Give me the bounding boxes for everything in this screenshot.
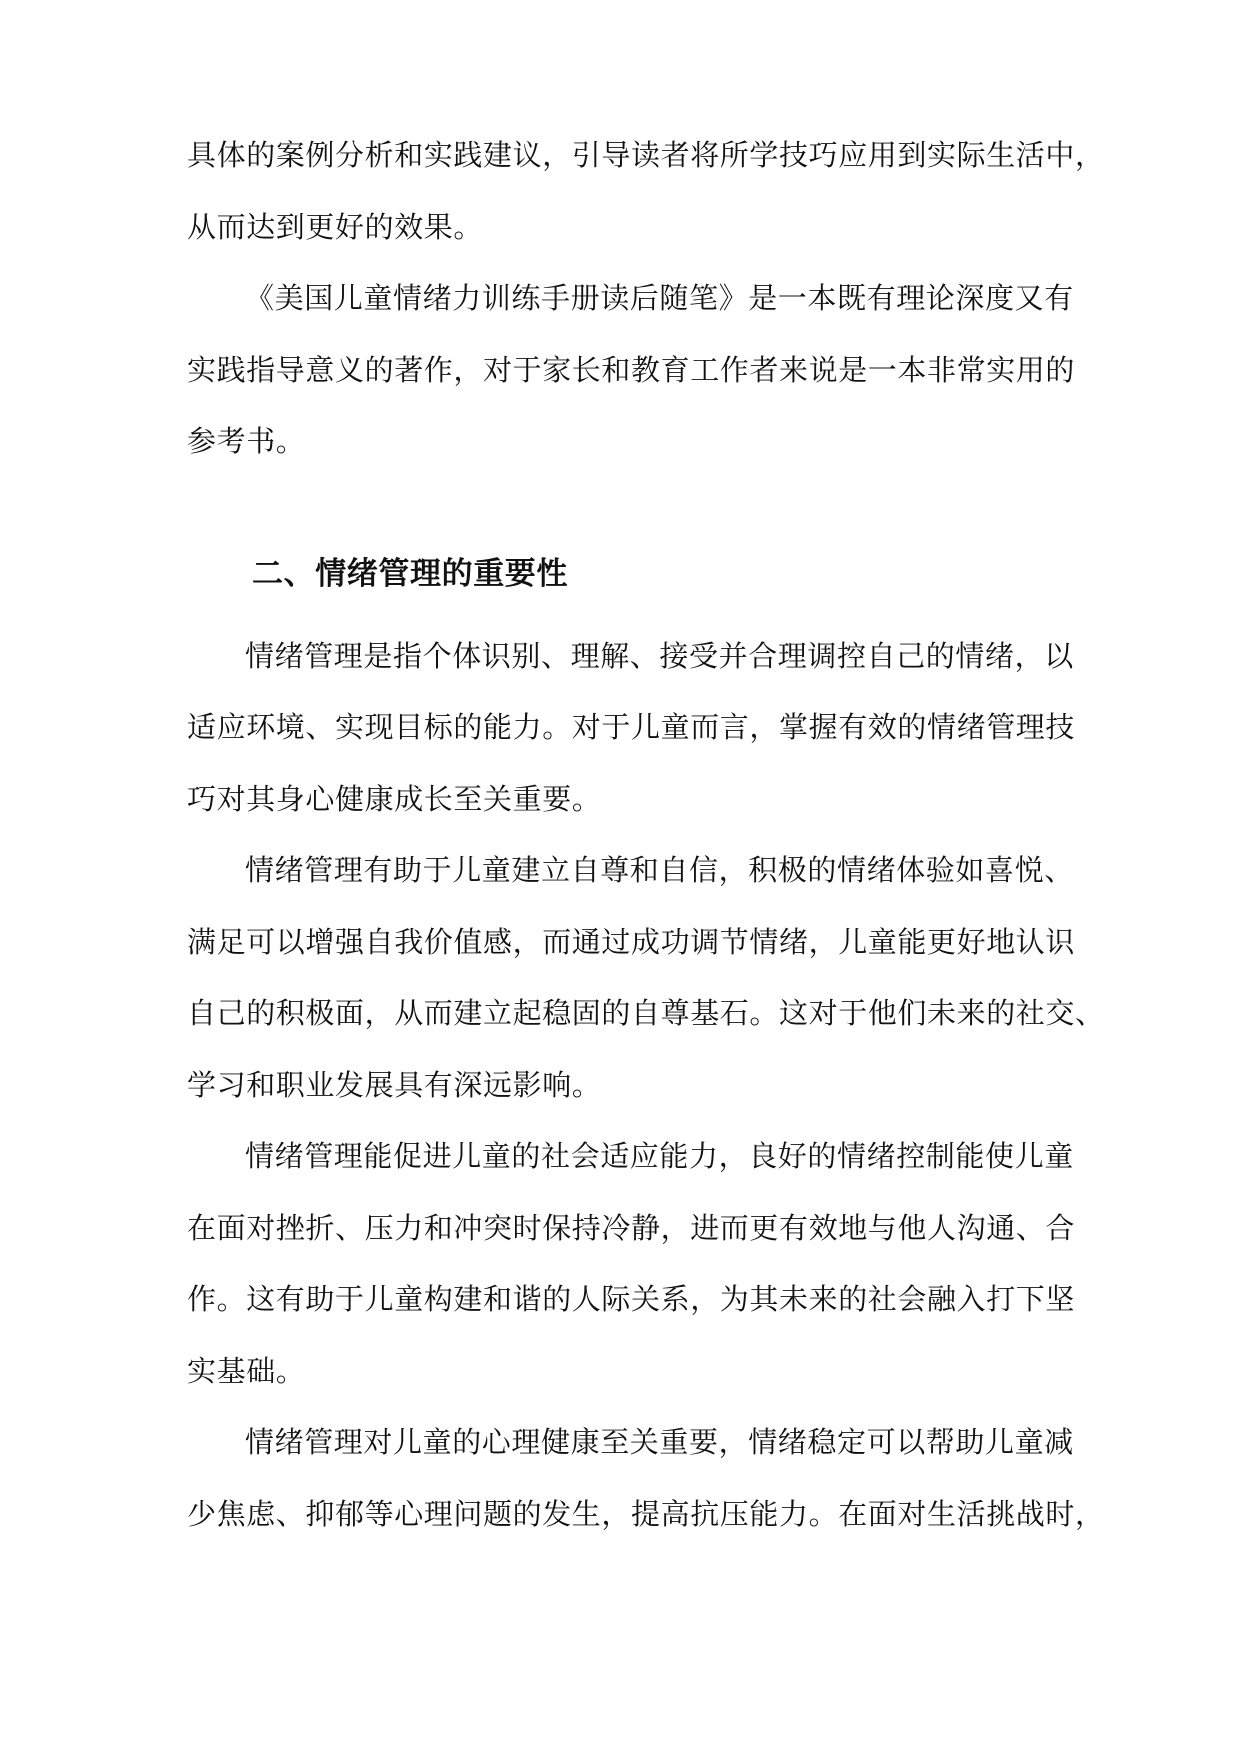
paragraph-line: 情绪管理对儿童的心理健康至关重要，情绪稳定可以帮助儿童减 <box>245 1425 1074 1459</box>
paragraph-line: 参考书。 <box>187 424 306 458</box>
paragraph-line: 情绪管理能促进儿童的社会适应能力，良好的情绪控制能使儿童 <box>245 1139 1074 1173</box>
paragraph-line: 巧对其身心健康成长至关重要。 <box>187 782 602 816</box>
paragraph-line: 少焦虑、抑郁等心理问题的发生，提高抗压能力。在面对生活挑战时， <box>187 1497 1105 1531</box>
paragraph-line: 《美国儿童情绪力训练手册读后随笔》是一本既有理论深度又有 <box>245 281 1074 315</box>
paragraph-line: 自己的积极面，从而建立起稳固的自尊基石。这对于他们未来的社交、 <box>187 996 1105 1030</box>
paragraph-line: 实基础。 <box>187 1354 306 1388</box>
paragraph-line: 具体的案例分析和实践建议，引导读者将所学技巧应用到实际生活中， <box>187 138 1105 172</box>
paragraph-line: 适应环境、实现目标的能力。对于儿童而言，掌握有效的情绪管理技 <box>187 710 1076 744</box>
paragraph-line: 满足可以增强自我价值感，而通过成功调节情绪，儿童能更好地认识 <box>187 925 1076 959</box>
paragraph-line: 情绪管理是指个体识别、理解、接受并合理调控自己的情绪，以 <box>245 639 1074 673</box>
paragraph-line: 从而达到更好的效果。 <box>187 210 484 244</box>
section-heading: 二、情绪管理的重要性 <box>252 556 568 592</box>
paragraph-line: 在面对挫折、压力和冲突时保持冷静，进而更有效地与他人沟通、合 <box>187 1211 1076 1245</box>
paragraph-line: 情绪管理有助于儿童建立自尊和自信，积极的情绪体验如喜悦、 <box>245 853 1074 887</box>
paragraph-line: 作。这有助于儿童构建和谐的人际关系，为其未来的社会融入打下坚 <box>187 1282 1076 1316</box>
paragraph-line: 实践指导意义的著作，对于家长和教育工作者来说是一本非常实用的 <box>187 353 1076 387</box>
paragraph-line: 学习和职业发展具有深远影响。 <box>187 1068 602 1102</box>
